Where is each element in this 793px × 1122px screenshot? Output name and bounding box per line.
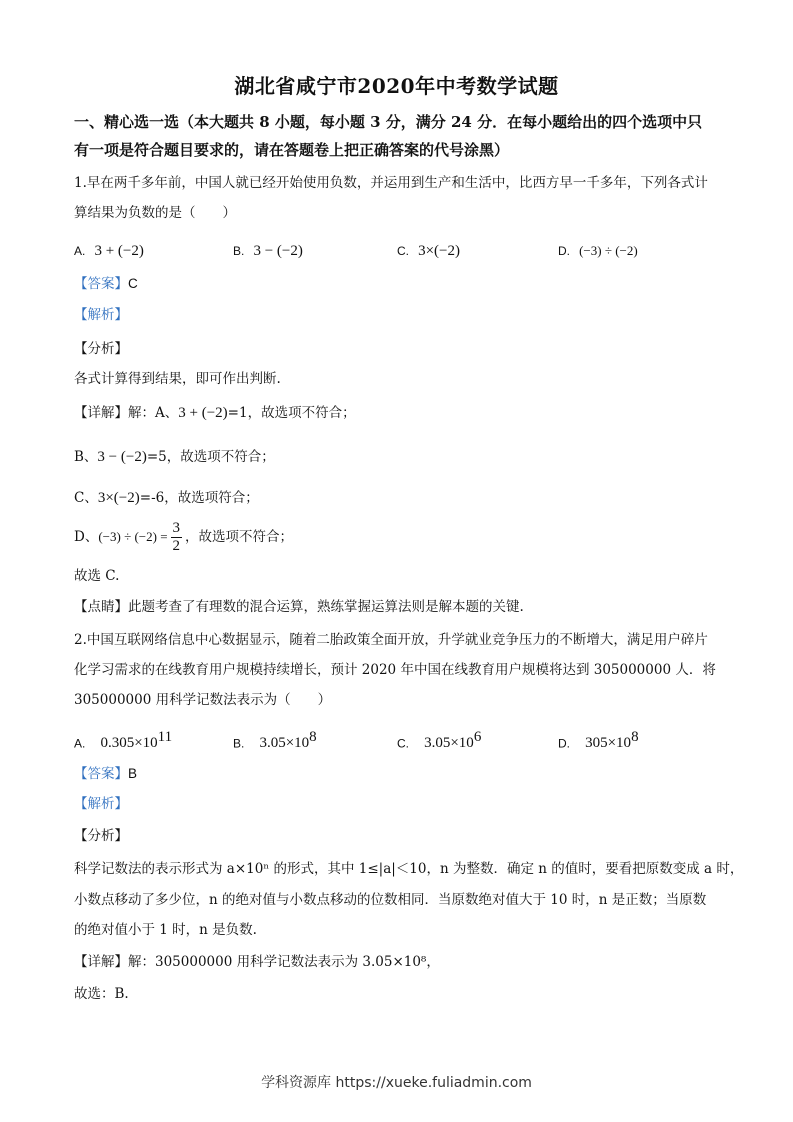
q2-detail: 【详解】解：305000000 用科学记数法表示为 3.05×10⁸， (74, 954, 440, 970)
q1-dianjing: 【点睛】此题考查了有理数的混合运算，熟练掌握运算法则是解本题的关键. (74, 599, 524, 615)
q1-option-d: D. (−3) ÷ (−2) (558, 243, 638, 258)
q1-fenxi-label: 【分析】 (74, 341, 128, 357)
q1-detail-c: C、3×(−2)=-6，故选项符合； (74, 490, 259, 506)
q1-answer: 【答案】C (74, 276, 138, 292)
fraction: $\frac{3}{2}$ (172, 520, 181, 554)
q1-conclusion: 故选 C. (74, 568, 120, 584)
q2-conclusion: 故选：B. (74, 986, 129, 1002)
q2-stem-line1: 2.中国互联网络信息中心数据显示，随着二胎政策全面开放，升学就业竞争压力的不断增大，满足用户碎片 (74, 632, 708, 648)
q1-option-a: A. 3 + (−2) (74, 243, 144, 259)
q2-option-a: A. $0.305\times 10^{11}$ (74, 729, 173, 752)
q1-option-b: B. 3 − (−2) (233, 243, 303, 259)
section-heading-line1: 一、精心选一选（本大题共 8 小题，每小题 3 分，满分 24 分．在每小题给出的四个选项中只 (74, 113, 703, 131)
q1-stem-line2: 算结果为负数的是（ ） (74, 205, 236, 221)
section-heading-line2: 有一项是符合题目要求的，请在答题卷上把正确答案的代号涂黑） (74, 141, 510, 159)
q2-fenxi-line2: 小数点移动了多少位，n 的绝对值与小数点移动的位数相同．当原数绝对值大于 10 时，n 是正数；当原数 (74, 892, 707, 908)
q1-jiexi-label: 【解析】 (74, 307, 128, 323)
q1-option-c: C. 3×(−2) (397, 243, 461, 259)
page-title: 湖北省咸宁市2020年中考数学试题 (234, 74, 559, 98)
q2-stem-line2: 化学习需求的在线教育用户规模持续增长，预计 2020 年中国在线教育用户规模将达到 305000000 人．将 (74, 662, 716, 678)
q2-stem-line3: 305000000 用科学记数法表示为（ ） (74, 692, 332, 708)
q2-answer: 【答案】B (74, 766, 138, 782)
q2-option-b: B. $3.05\times 10^8$ (233, 729, 317, 752)
q2-option-c: C. $3.05\times 10^6$ (397, 729, 482, 752)
q1-fenxi-text: 各式计算得到结果，即可作出判断. (74, 371, 281, 387)
q1-detail-d: D、(−3) ÷ (−2) = $\frac{3}{2}$ ，故选项不符合； (74, 520, 294, 554)
q2-fenxi-line3: 的绝对值小于 1 时，n 是负数. (74, 922, 257, 938)
q2-jiexi-label: 【解析】 (74, 796, 128, 812)
q1-stem-line1: 1.早在两千多年前，中国人就已经开始使用负数，并运用到生产和生活中，比西方早一千多年，下列各式计 (74, 175, 708, 191)
q1-detail-a: 【详解】解：A、3 + (−2)=1，故选项不符合； (74, 405, 356, 421)
q2-fenxi-line1: 科学记数法的表示形式为 a×10ⁿ 的形式，其中 1≤|a|＜10，n 为整数．确定 n 的值时，要看把原数变成 a 时， (74, 861, 744, 877)
q1-detail-b: B、3 − (−2)=5，故选项不符合； (74, 449, 275, 465)
footer-watermark: 学科资源库 https://xueke.fuliadmin.com (261, 1075, 532, 1091)
q2-option-d: D. $305\times 10^8$ (558, 729, 639, 752)
q2-fenxi-label: 【分析】 (74, 828, 128, 844)
